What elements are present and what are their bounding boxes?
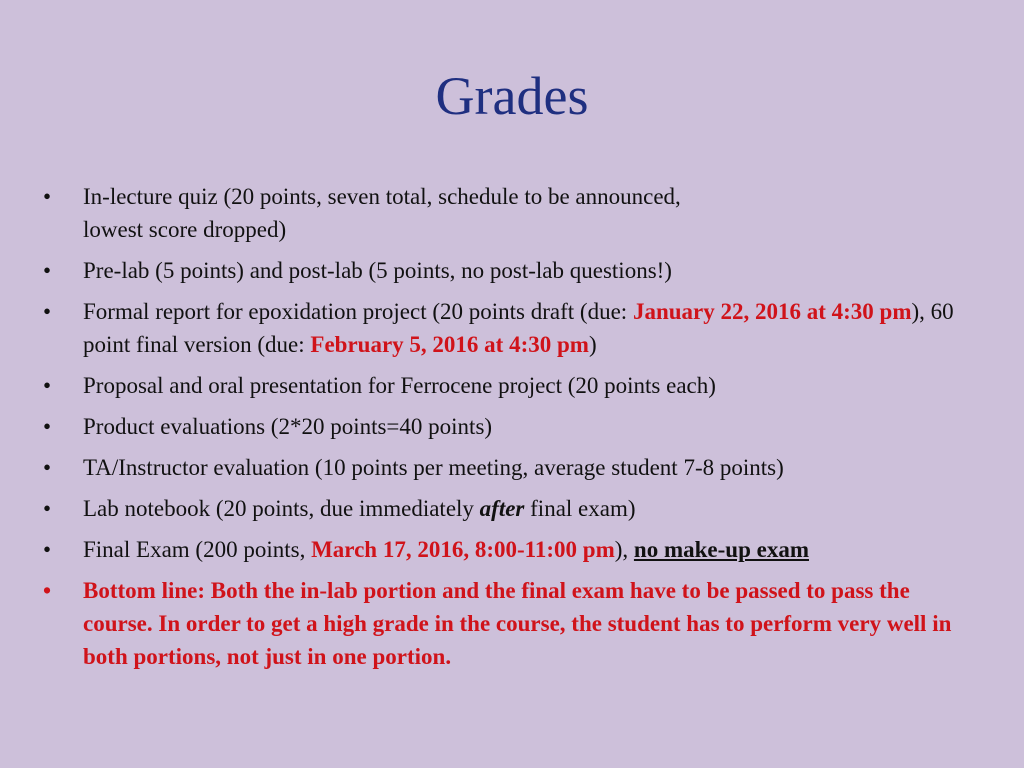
slide-title: Grades <box>435 66 589 126</box>
item-text: Bottom line: Both the in-lab portion and the final exam have to be passed to pass the course. In order to get a high grade in the course, the student has to perform very well in both portions, not just in one portion. <box>83 578 952 669</box>
bullet-list <box>40 180 980 681</box>
list-item-bottom-line <box>40 574 980 673</box>
item-text: Formal report for epoxidation project (20 points draft (due: <box>83 299 633 324</box>
item-text: TA/Instructor evaluation (10 points per meeting, average student 7-8 points) <box>83 455 784 480</box>
draft-due-date: January 22, 2016 at 4:30 pm <box>632 299 912 324</box>
bullet-icon: • <box>43 496 52 521</box>
bullet-icon: • <box>43 184 52 209</box>
list-item-final-exam <box>40 533 980 566</box>
bullet-icon: • <box>43 578 52 603</box>
bullet-icon: • <box>43 299 52 324</box>
emphasis-after: after <box>479 496 525 521</box>
item-text: Proposal and oral presentation for Ferrocene project (20 points each) <box>83 373 716 398</box>
final-due-date: February 5, 2016 at 4:30 pm <box>310 332 589 357</box>
list-item-lab-notebook <box>40 492 980 525</box>
item-text: ) <box>588 332 597 357</box>
no-makeup-note: no make-up exam <box>633 537 809 562</box>
item-text: ), <box>614 537 634 562</box>
item-text: ), 60 point final version (due: <box>83 299 954 357</box>
list-item-prelab <box>40 254 980 287</box>
bullet-icon: • <box>43 455 52 480</box>
item-text: Final Exam (200 points, <box>83 537 312 562</box>
list-item-quiz <box>40 180 980 246</box>
item-text: lowest score dropped) <box>83 217 287 242</box>
list-item-formal-report <box>40 295 980 361</box>
item-text: Pre-lab (5 points) and post-lab (5 points, no post-lab questions!) <box>83 258 672 283</box>
item-text: Lab notebook (20 points, due immediately <box>83 496 480 521</box>
item-text: Product evaluations (2*20 points=40 points) <box>83 414 493 439</box>
list-item-ta-evaluation <box>40 451 980 484</box>
bullet-icon: • <box>43 414 52 439</box>
bullet-icon: • <box>43 373 52 398</box>
bullet-icon: • <box>43 537 52 562</box>
bullet-icon: • <box>43 258 52 283</box>
list-item-proposal <box>40 369 980 402</box>
exam-date: March 17, 2016, 8:00-11:00 pm <box>311 537 615 562</box>
item-text: In-lecture quiz (20 points, seven total, schedule to be announced, <box>83 184 681 209</box>
item-text: final exam) <box>524 496 636 521</box>
list-item-product-evaluations <box>40 410 980 443</box>
